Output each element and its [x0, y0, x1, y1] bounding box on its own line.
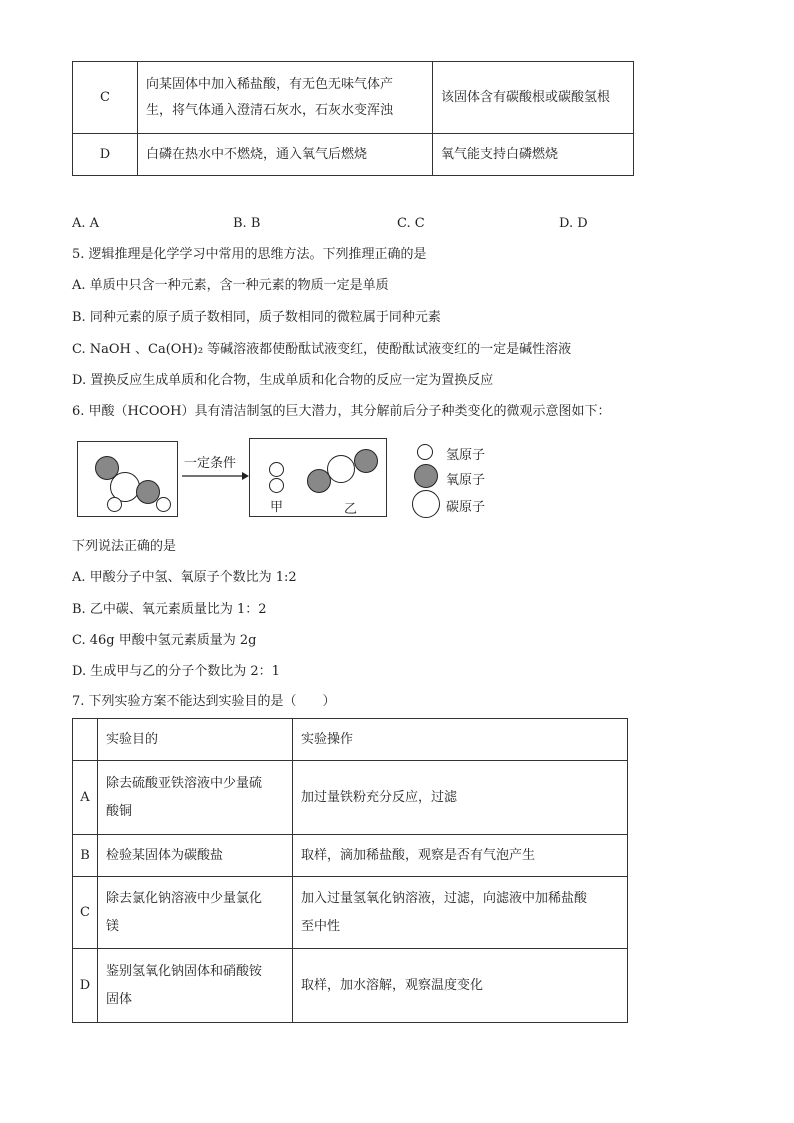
- hydrogen-atom-icon: [107, 497, 122, 512]
- q5-option-c[interactable]: C. NaOH 、Ca(OH)₂ 等碱溶液都使酚酞试液变红，使酚酞试液变红的一定是碱性溶液: [72, 342, 572, 357]
- q6-option-b[interactable]: B. 乙中碳、氧元素质量比为 1：2: [72, 602, 267, 617]
- q7-header-operation: 实验操作: [293, 719, 628, 761]
- q5-option-b[interactable]: B. 同种元素的原子质子数相同，质子数相同的微粒属于同种元素: [72, 310, 441, 325]
- q4-option-c[interactable]: C. C: [397, 216, 425, 231]
- q6-option-a[interactable]: A. 甲酸分子中氢、氧原子个数比为 1:2: [72, 570, 297, 585]
- q7-row-a-key: A: [73, 761, 98, 835]
- hydrogen-atom-icon: [269, 478, 284, 493]
- q5-stem: 5. 逻辑推理是化学学习中常用的思维方法。下列推理正确的是: [72, 247, 427, 262]
- q7-row-b-purpose: 检验某固体为碳酸盐: [98, 835, 293, 877]
- q4-row-c-key: C: [73, 62, 138, 134]
- reaction-arrow-icon: [180, 470, 250, 482]
- q4-row-c-operation-line1: 向某固体中加入稀盐酸，有无色无味气体产: [146, 76, 394, 92]
- q7-row-d-purpose: [98, 949, 293, 1023]
- q7-row-c-purpose-line1: 除去氯化钠溶液中少量氯化: [106, 890, 263, 906]
- carbon-atom-icon: [327, 455, 355, 483]
- q7-row-c-operation-line1: 加入过量氢氧化钠溶液，过滤，向滤液中加稀盐酸: [301, 890, 588, 906]
- legend-oxygen-icon: [414, 464, 438, 488]
- q4-row-d-operation: 白磷在热水中不燃烧，通入氧气后燃烧: [138, 134, 433, 176]
- q6-option-d[interactable]: D. 生成甲与乙的分子个数比为 2：1: [72, 664, 280, 679]
- q4-option-b[interactable]: B. B: [233, 216, 261, 231]
- q7-row-c-purpose-line2: 镁: [106, 918, 120, 934]
- legend-oxygen-label: 氧原子: [446, 473, 486, 488]
- q4-table: [72, 61, 634, 176]
- legend-carbon-icon: [412, 490, 440, 518]
- product-box: [249, 438, 387, 517]
- q7-row-a-purpose-line1: 除去硫酸亚铁溶液中少量硫: [106, 775, 263, 791]
- legend-hydrogen-icon: [417, 444, 433, 460]
- q7-row-c-operation: [293, 877, 628, 949]
- arrow-label: 一定条件: [184, 456, 237, 471]
- q7-row-c-purpose: [98, 877, 293, 949]
- q7-row-c-operation-line2: 至中性: [301, 918, 341, 934]
- q6-prompt: 下列说法正确的是: [72, 539, 177, 554]
- q7-row-d-operation: 取样，加水溶解，观察温度变化: [293, 949, 628, 1023]
- q4-row-d-key: D: [73, 134, 138, 176]
- legend-hydrogen-label: 氢原子: [446, 448, 486, 463]
- q5-option-d[interactable]: D. 置换反应生成单质和化合物，生成单质和化合物的反应一定为置换反应: [72, 373, 494, 388]
- q4-row-c-operation: [138, 62, 433, 134]
- q7-header-purpose: 实验目的: [98, 719, 293, 761]
- q7-table: [72, 718, 628, 1023]
- q7-row-a-purpose: [98, 761, 293, 835]
- legend-carbon-label: 碳原子: [446, 500, 486, 515]
- q5-option-a[interactable]: A. 单质中只含一种元素，含一种元素的物质一定是单质: [72, 278, 389, 293]
- reactant-box: [77, 441, 178, 517]
- oxygen-atom-icon: [354, 449, 378, 473]
- q4-option-a[interactable]: A. A: [72, 216, 100, 231]
- q7-row-b-key: B: [73, 835, 98, 877]
- q7-row-a-purpose-line2: 酸铜: [106, 803, 133, 819]
- q7-row-b-operation: 取样，滴加稀盐酸，观察是否有气泡产生: [293, 835, 628, 877]
- q7-stem: 7. 下列实验方案不能达到实验目的是（ ）: [72, 694, 336, 709]
- q7-row-d-purpose-line1: 鉴别氢氧化钠固体和硝酸铵: [106, 963, 263, 979]
- hydrogen-atom-icon: [269, 462, 284, 477]
- q6-stem: 6. 甲酸（HCOOH）具有清洁制氢的巨大潜力，其分解前后分子种类变化的微观示意图如下：: [72, 404, 611, 419]
- product-label-jia: 甲: [270, 500, 284, 515]
- q4-row-c-operation-line2: 生，将气体通入澄清石灰水，石灰水变浑浊: [146, 102, 394, 118]
- q7-row-a-operation: 加过量铁粉充分反应，过滤: [293, 761, 628, 835]
- q7-row-d-key: D: [73, 949, 98, 1023]
- q6-option-c[interactable]: C. 46g 甲酸中氢元素质量为 2g: [72, 633, 257, 648]
- q7-row-d-purpose-line2: 固体: [106, 991, 133, 1007]
- hydrogen-atom-icon: [156, 497, 171, 512]
- q4-option-d[interactable]: D. D: [559, 216, 588, 231]
- q4-row-c-conclusion: 该固体含有碳酸根或碳酸氢根: [433, 62, 634, 134]
- q4-row-d-conclusion: 氧气能支持白磷燃烧: [433, 134, 634, 176]
- q7-row-c-key: C: [73, 877, 98, 949]
- q7-header-key: [73, 719, 98, 761]
- product-label-yi: 乙: [344, 502, 358, 517]
